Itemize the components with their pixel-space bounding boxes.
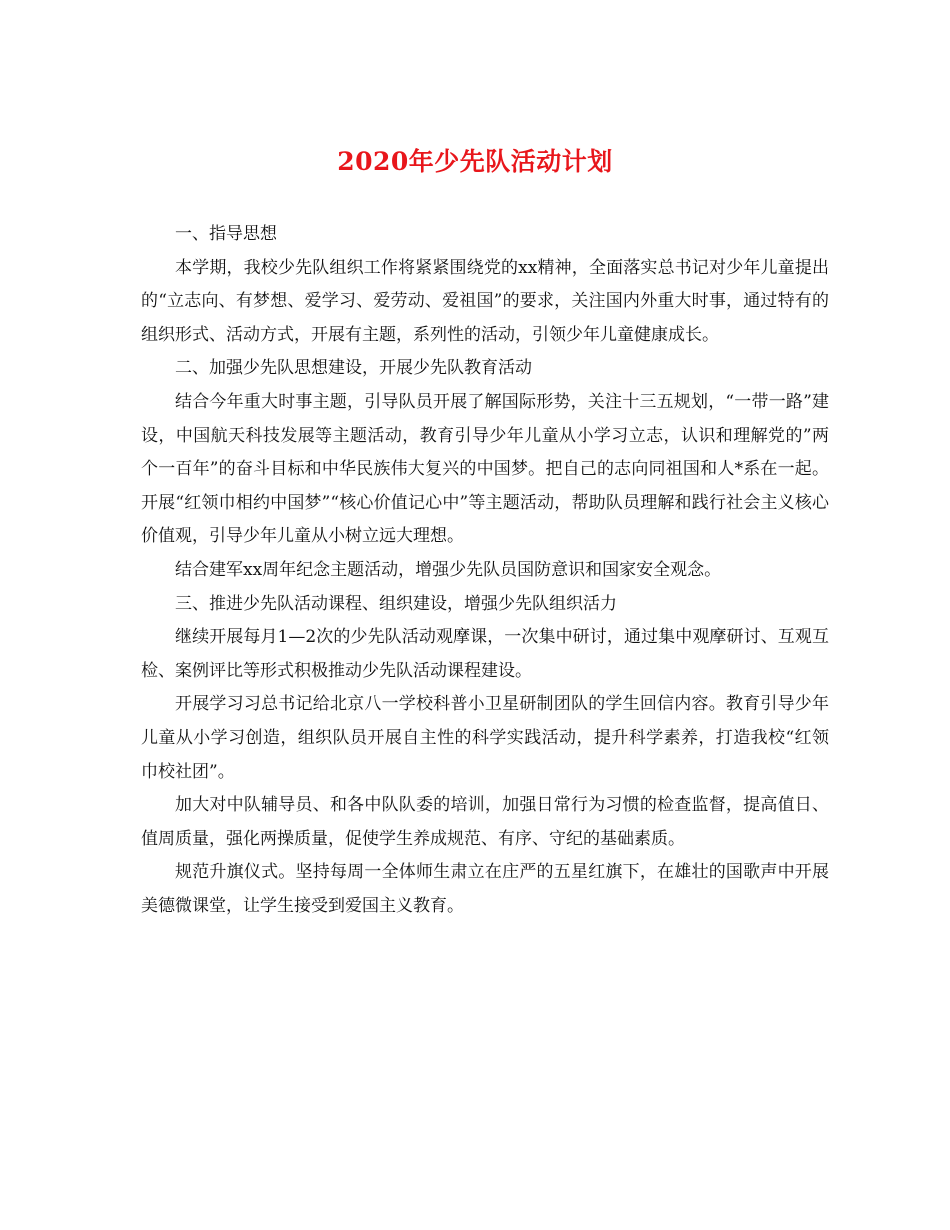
paragraph: 本学期，我校少先队组织工作将紧紧围绕党的xx精神，全面落实总书记对少年儿童提出的“立志向、有梦想、爱学习、爱劳动、爱祖国”的要求，关注国内外重大时事，通过特有的组织形式、活动方式，开展有主题，系列性的活动，引领少年儿童健康成长。 xyxy=(141,257,829,345)
document-title: 2020年少先队活动计划 xyxy=(337,147,613,176)
paragraph: 结合建军xx周年纪念主题活动，增强少先队员国防意识和国家安全观念。 xyxy=(175,559,722,580)
paragraph: 规范升旗仪式。坚持每周一全体师生肃立在庄严的五星红旗下，在雄壮的国歌声中开展美德微课堂，让学生接受到爱国主义教育。 xyxy=(141,862,829,916)
paragraph: 开展学习习总书记给北京八一学校科普小卫星研制团队的学生回信内容。教育引导少年儿童从小学习创造，组织队员开展自主性的科学实践活动，提升科学素养，打造我校“红领巾校社团”。 xyxy=(141,694,829,782)
paragraph: 加大对中队辅导员、和各中队队委的培训，加强日常行为习惯的检查监督，提高值日、值周质量，强化两操质量，促使学生养成规范、有序、守纪的基础素质。 xyxy=(141,795,829,849)
section-heading-activity-courses: 三、推进少先队活动课程、组织建设，增强少先队组织活力 xyxy=(175,593,617,614)
document-body xyxy=(141,218,829,923)
paragraph: 继续开展每月1—2次的少先队活动观摩课，一次集中研讨，通过集中观摩研讨、互观互检、案例评比等形式积极推动少先队活动课程建设。 xyxy=(141,627,829,681)
section-heading-ideological-building: 二、加强少先队思想建设，开展少先队教育活动 xyxy=(175,358,532,379)
section-heading-guiding-ideology: 一、指导思想 xyxy=(175,224,277,244)
paragraph: 结合今年重大时事主题，引导队员开展了解国际形势，关注十三五规划，“一带一路”建设，中国航天科技发展等主题活动，教育引导少年儿童从小学习立志，认识和理解党的”两个一百年”的奋斗目标和中华民族伟大复兴的中国梦。把自己的志向同祖国和人*系在一起。开展“红领巾相约中国梦”“核心价值记心中”等主题活动，帮助队员理解和践行社会主义核心价值观，引导少年儿童从小树立远大理想。 xyxy=(141,391,829,547)
